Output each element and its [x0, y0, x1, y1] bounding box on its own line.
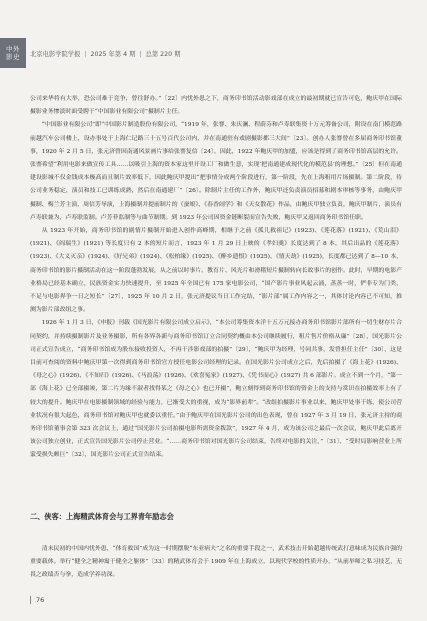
article-body [30, 93, 402, 463]
paragraph: 从 1923 年开始，商务印书馆的剧情片摄制开始进入创作高峰期，相继于之前《孤儿救祖记》(1923)、《莲花落》(1921)、《荒山泪》(1921)、《阎瑞生》(1921) 等长度只有 2 本的短片而言，1923 年 1 月 29 日上映的《孝妇羹》长度达到了 8 本，其后出品的《莲花落》(1923)、《大义灭亲》(1924)、《好兄弟》(1924)、《松柏缘》(1925)、《醉乡遗恨》(1925)、《情天劫》(1925)，长度都已达到了 8—10 本，商务印书馆的影片摄制活动在这一阶段蓬勃发展，从之前以时事片、教育片、风光片和滑稽短片摄制转向长故事片的创作。此时，早期的电影产业格局已经基本确立，民族资金实力快速提升，至 1925 年全国已有 175 家电影公司，“国产影片事业风起云涌，蒸蒸一时，俨非专为门类，不足与电影界争一日之短长”〔27〕，1925 年 10 月 2 日，张元济提议当日工作完结，“影片部”属工作内容之一，其体讨论内容已不可知，推测为影片部改组之事。 [30, 228, 402, 314]
section-heading: 二、侠客：上海精武体育会与工界青年励志会 [30, 512, 174, 521]
paragraph: 公司来华将有大举，恐公司难于竞争，曾往舒办。”〔22〕内忧外患之下，商务印书馆活动影戏部在成立的最初期就已宣告可危，鲍庆甲在国际摄影业务惨淡时面受聘于“中国影业有限公司”摄制片主任。 [30, 96, 402, 116]
header-separator: | [139, 51, 142, 58]
section-tab [0, 38, 26, 68]
journal-name: 北京电影学院学报 [30, 51, 81, 58]
section-body [30, 543, 402, 583]
running-header [30, 49, 180, 58]
section-tab-line2: 影史 [6, 53, 20, 61]
total-issue-label: 总第 220 期 [145, 51, 181, 58]
paragraph: 清末民初的中国内忧外患，“体育救国”成为这一时期摆脱“东亚病夫”之名的重要手段之一，武术技击开始超越传统武打意味成为民族自强的重要载体。举行“健全之精神寓于健全之躯体”〔33〕的精武体育会于 1909 年在上海成立，以现代学校的性质开办，“从前举师之私习技艺，无畏之政绩否与拳，造成学养功深。 [30, 546, 402, 579]
page-number: 76 [30, 596, 44, 604]
section-tab-line1: 中外 [6, 45, 20, 53]
paragraph: 1926 年 1 月 3 日，《申报》刊载《国光影片有限公司成立启示》，“本公司筹集资本洋十五万元接办商务印书馆影片部所有一切生财存片合同契约，并持续摄制影片及业务摄影，所有各界各新与商务印书馆订立合同契约概由本公司继续履行，租片售片价格从廉”〔28〕，国光影片公司正式宣告成立，“商务印书馆成为股东接收投资人，不再干涉影戏部的拍摄”〔29〕，“鲍庆甲为经理，号同共事，发曾担任主任”〔30〕，这是目前可查阅的资料中鲍庆甲第一次得到商务印书馆官方授任电影公司经理的记录。在国光影片公司成立之后，先后拍摄了《海上花》(1926)、《母之心》(1926)、《不知归》(1926)、《马浪荡》(1926)、《欢喜冤家》(1927)、《凭书而心》(1927) 共 6 部影片。成立不到一个月，“第一部《海上花》已全部摄竣，第二片为缘不淑者找得某之《母之心》也已开摄”，鲍立刻得到商务印书馆的资金上的支持与赏识在拍摄效率上有了较大的提升。鲍庆甲在电影摄制领域的经验与能力，已渐受大的重视，成为“影界前辈”。“改组拍摄影片事业以来，鲍庆甲处事干练，使公司营业状况有很大起色，商务印书馆对鲍庆甲也就委以重任。”由于鲍庆甲在国光影片公司的出色表现，曾在 1927 年 3 月 19 日，张元济主持的商务印书馆董事会第 323 次会议上，通过“国光影片公司拍摄电影所需资金拨款”，1927 年 4 月，成为该公司之最后一次会议，鲍庆甲此后离开该公司独立创业，正式宣告国光影片公司停止营业。“……商务印书馆对国光影片公司结束，告终对电影的关注，”〔31〕，“受时局影响营业上所蒙受损失颇巨”〔32〕，国光影片公司正式宣告结束。 [30, 320, 402, 459]
header-separator: | [84, 51, 87, 58]
paragraph: “中国影业有限公司”即“中国影片制造股份有限公司，“1919 年，张謇、朱庆澜、程蔚芬和卢寿联集资十万元筹备公司，附设在南门模范路前越汽车公司楼上，设办事处于上海仁记路三十五号百代公司内，并在南通驻有戏剧摄影都三大间”〔23〕。创办人张謇曾在多届商务印书馆董事，1920 年 2 月 5 日，张元济曾因南通风景画片事给张謇复信〔24〕，因此，1922 年鲍庆甲的加盟，应该是得到了商务印书馆高层的允许。张謇希望“利用电影来做宣传工具……以吸引上海的资本家这里开设工厂和做生意，实现‘把南通建成现代化的模范县’的理想。”〔25〕但在南通建设影城不仅金钱成本极高而且制片效率低下，因此鲍庆甲提出“把事情分成两个阶段进行，第一阶段，先在上海租用片场摄制。第二阶段，待公司业务稳定，演员和技工已训练成熟，然后在南通建厂”〔26〕。除制片主任的工作外，鲍庆甲还负责演员招募和剧本审核等事务，由鲍庆甲摄制、梅兰芳主演、周信芳导演，上海摄制并提前制片的《蚕娘》、《春香闹学》和《天女散花》作品，由鲍庆甲独立负责，鲍庆甲制片，演员有卢寿联兼为，卢寿联监制。卢芳菲监制等与曲节制期。到 1923 年公司因资金链断裂而宣告失败，鲍庆甲又返回商务印书馆任职。 [30, 122, 402, 221]
issue-label: 2025 年第 4 期 [90, 51, 136, 58]
